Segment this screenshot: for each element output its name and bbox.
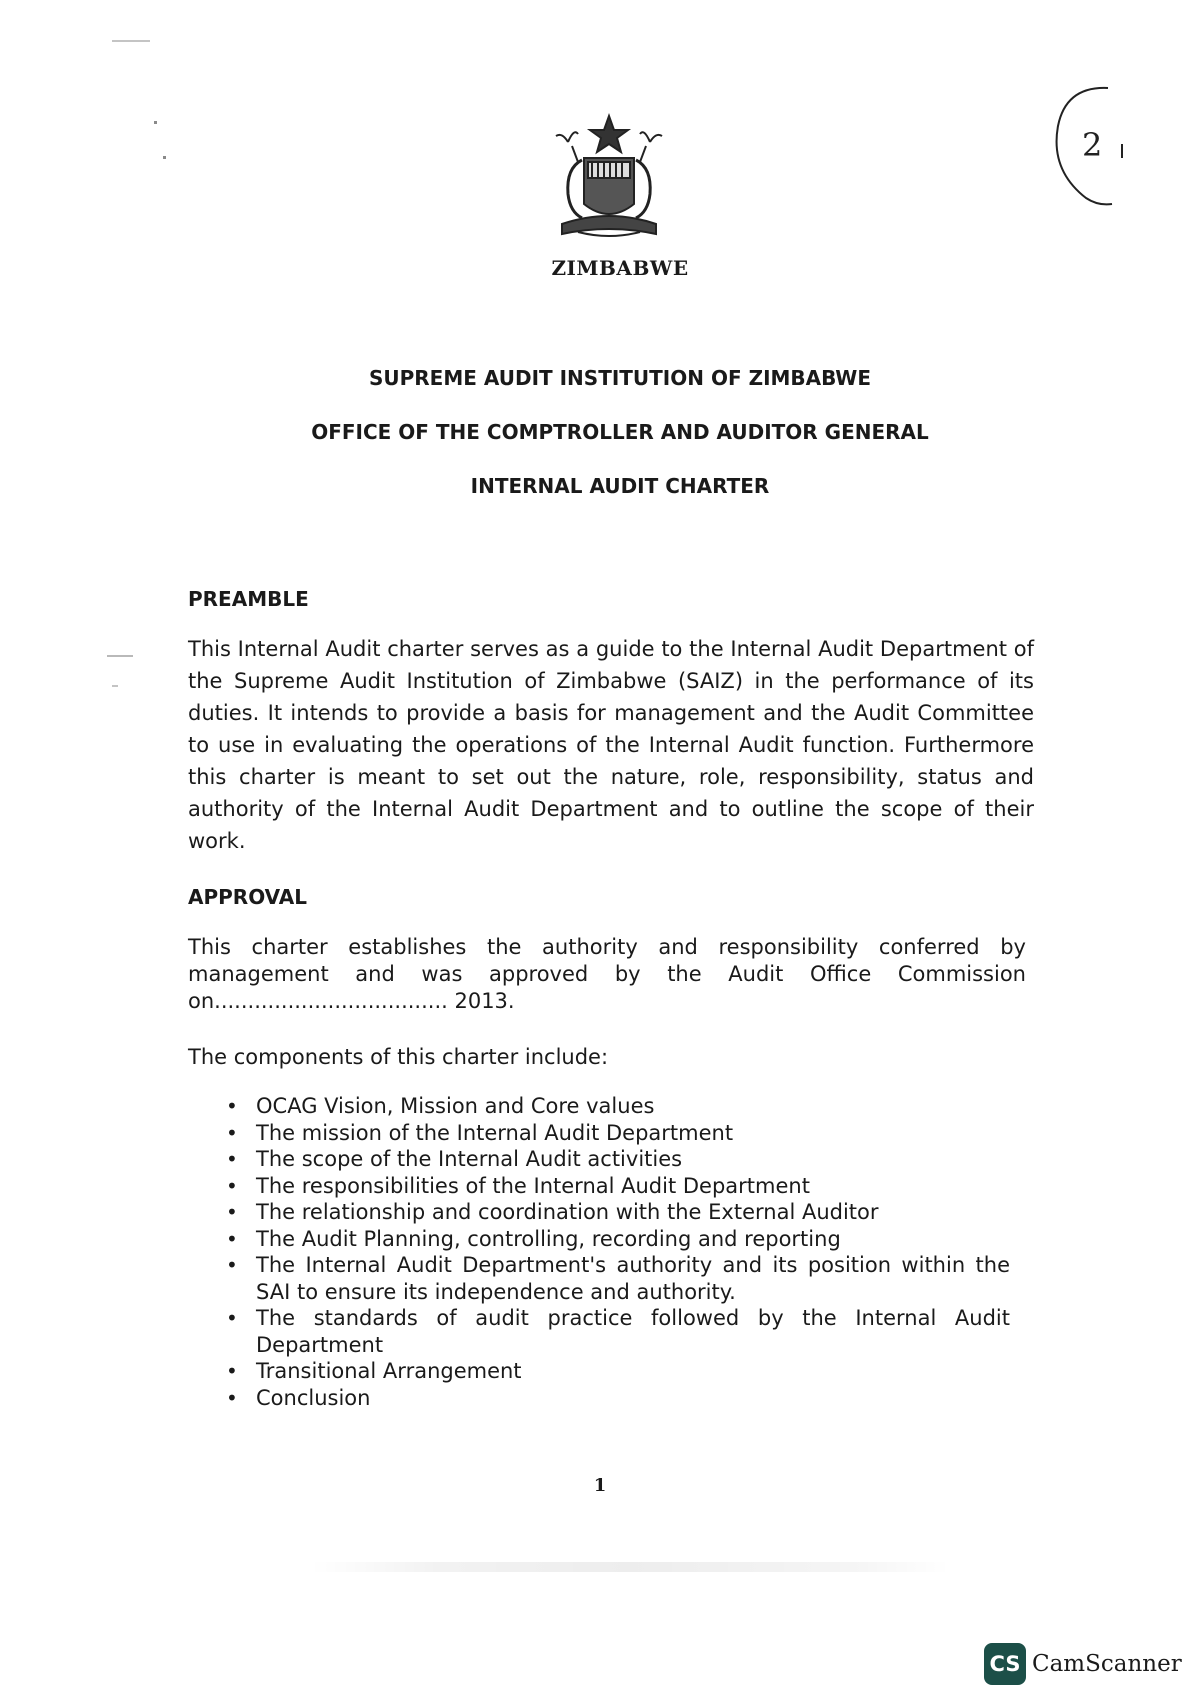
scan-speck	[112, 685, 118, 687]
list-item: • The relationship and coordination with the External Auditor	[226, 1199, 1010, 1226]
list-item: • The standards of audit practice followed by the Internal Audit Department	[226, 1305, 1010, 1358]
camscanner-logo-icon: CS	[984, 1643, 1026, 1685]
handwritten-page-mark-text: 2	[1082, 126, 1103, 164]
institution-heading: SUPREME AUDIT INSTITUTION OF ZIMBABWE	[368, 366, 872, 390]
office-heading: OFFICE OF THE COMPTROLLER AND AUDITOR GENERAL	[311, 420, 929, 444]
components-list	[226, 1093, 1010, 1411]
camscanner-label: CamScanner	[1032, 1651, 1182, 1677]
document-title: INTERNAL AUDIT CHARTER	[470, 474, 770, 498]
scan-speck	[112, 40, 150, 42]
list-item: • Conclusion	[226, 1385, 1010, 1412]
camscanner-watermark	[984, 1643, 1182, 1685]
bleed-through-smudge	[310, 1562, 950, 1572]
handwritten-page-mark	[1030, 82, 1140, 212]
scan-speck	[163, 156, 166, 159]
list-item: • The scope of the Internal Audit activities	[226, 1146, 1010, 1173]
country-name: ZIMBABWE	[551, 256, 689, 280]
list-item: • OCAG Vision, Mission and Core values	[226, 1093, 1010, 1120]
scan-speck	[107, 655, 133, 657]
approval-paragraph: This charter establishes the authority and responsibility conferred by management and was approved by the Audit Office Commission on................................... 2013.	[188, 935, 1026, 1013]
page-number: 1	[593, 1475, 607, 1496]
preamble-paragraph: This Internal Audit charter serves as a guide to the Internal Audit Department of the Supreme Audit Institution of Zimbabwe (SAIZ) in the performance of its duties. It intends to provide a basis for management and the Audit Committee to use in evaluating the operations of the Internal Audit function. Furthermore this charter is meant to set out the nature, role, responsibility, status and authority of the Internal Audit Department and to outline the scope of their work.	[188, 637, 1034, 853]
approval-title: APPROVAL	[188, 885, 308, 909]
list-item: • The responsibilities of the Internal Audit Department	[226, 1173, 1010, 1200]
components-intro: The components of this charter include:	[188, 1045, 609, 1069]
list-item: • The mission of the Internal Audit Department	[226, 1120, 1010, 1147]
list-item: • Transitional Arrangement	[226, 1358, 1010, 1385]
preamble-title: PREAMBLE	[188, 587, 309, 611]
list-item: • The Audit Planning, controlling, recording and reporting	[226, 1226, 1010, 1253]
list-item: • The Internal Audit Department's authority and its position within the SAI to ensure its independence and authority.	[226, 1252, 1010, 1305]
scan-speck	[154, 121, 157, 124]
coat-of-arms-icon	[548, 112, 670, 244]
